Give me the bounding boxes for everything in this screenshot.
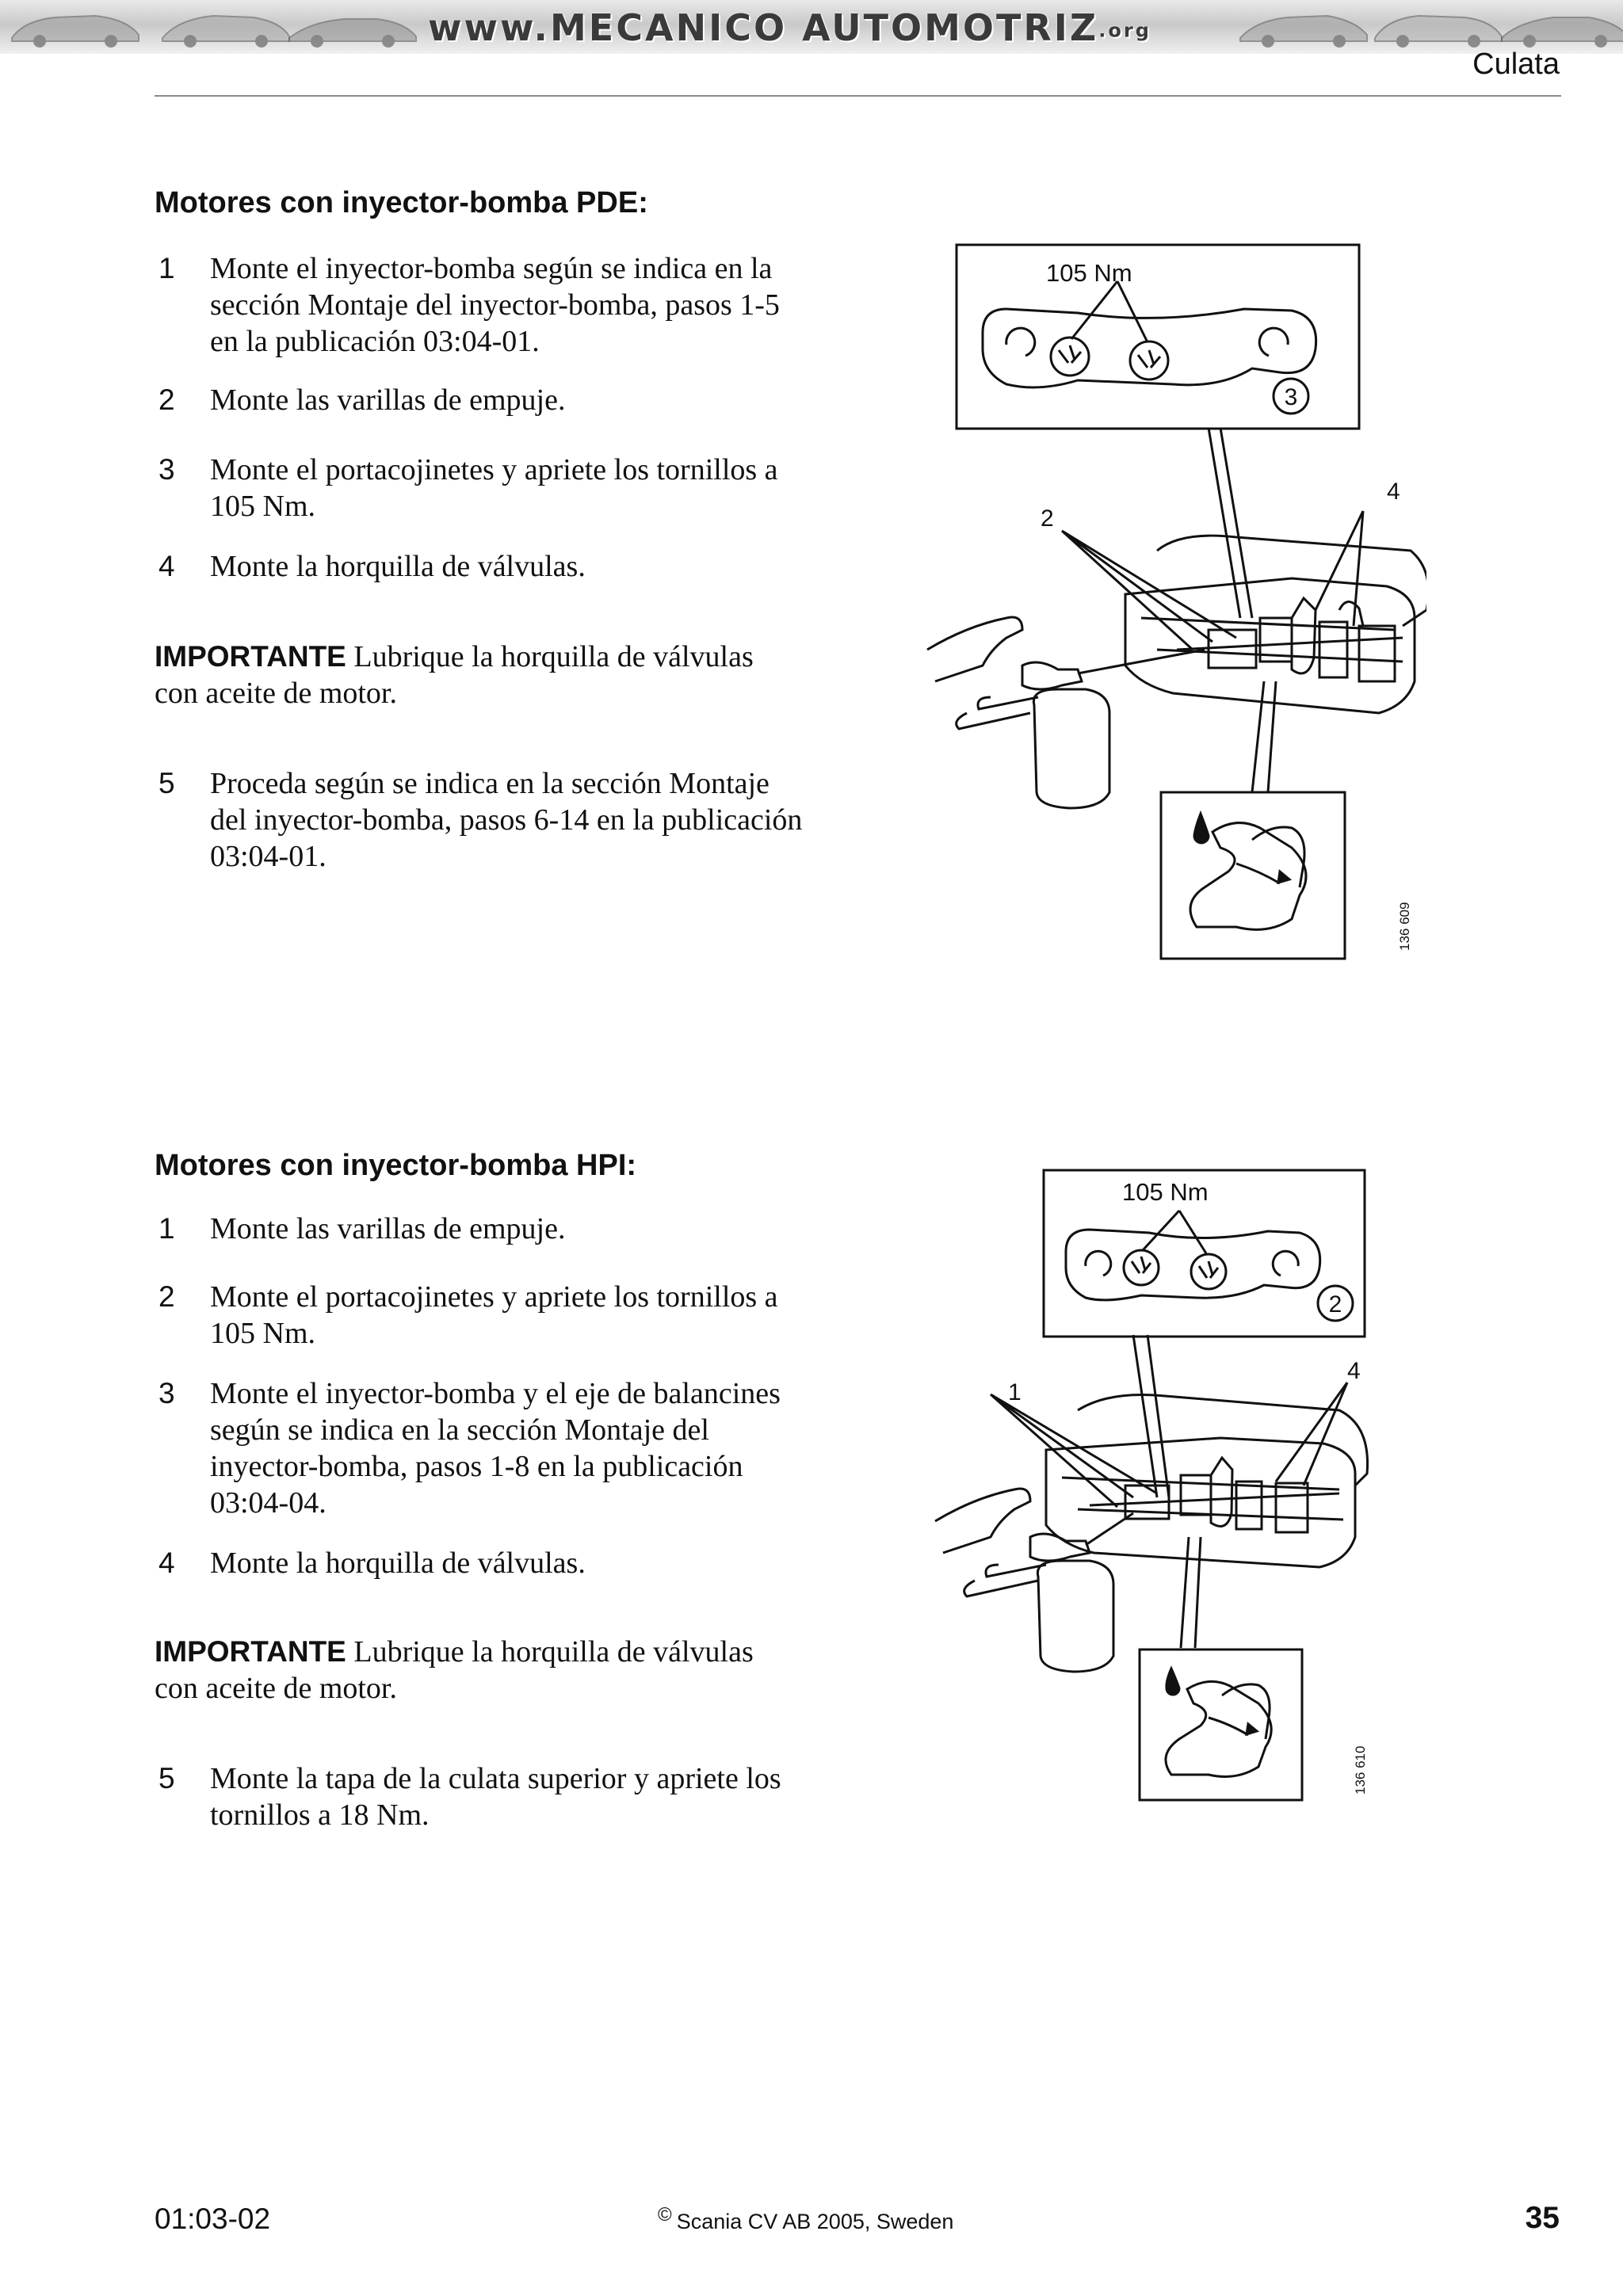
hpi-figure-id: 136 610 [1353,1745,1368,1794]
car-icon [1236,6,1371,48]
hpi-callout-2: 2 [1328,1291,1342,1318]
header-divider [155,95,1561,97]
step-number: 5 [158,767,175,799]
pde-important-note [155,639,804,711]
step-number: 3 [158,1377,175,1409]
page-number: 35 [1525,2201,1560,2235]
note-label: IMPORTANTE [155,1635,346,1668]
step-text: Monte el portacojinetes y apriete los tornillos a 105 Nm. [210,1280,778,1350]
copyright-symbol: © [658,2204,672,2225]
hpi-illustration [927,1165,1403,1806]
car-icon [158,6,293,48]
document-code: 01:03-02 [155,2203,271,2235]
pde-step-4 [155,548,804,585]
step-text: Monte el inyector-bomba y el eje de balancines según se indica en la sección Montaje del inyector-bomba, pasos 1-8 en la publicación 03:04-04. [210,1377,781,1520]
hpi-step-1 [155,1211,804,1247]
step-number: 2 [158,383,175,416]
step-text: Monte la horquilla de válvulas. [210,550,586,583]
banner-domain: .org [1098,19,1151,42]
pde-torque-label: 105 Nm [1046,259,1132,287]
note-text: Lubrique la horquilla de válvulas con aceite de motor. [155,640,754,710]
banner-site-name: www.MECANICO AUTOMOTRIZ [428,6,1099,49]
pde-callout-2: 2 [1041,505,1054,532]
hpi-step-2 [155,1279,804,1352]
step-number: 4 [158,1547,175,1579]
car-icon [8,6,143,48]
pde-figure [919,238,1426,967]
pde-step-2 [155,382,804,418]
copyright-notice [658,2204,953,2234]
step-text: Proceda según se indica en la sección Montaje del inyector-bomba, pasos 6-14 en la publicación 03:04-01. [210,767,803,873]
pde-callout-3: 3 [1284,384,1298,410]
pde-heading: Motores con inyector-bomba PDE: [155,186,648,219]
site-banner [0,0,1623,54]
note-text: Lubrique la horquilla de válvulas con aceite de motor. [155,1635,754,1705]
pde-step-5 [155,765,804,875]
step-text: Monte el portacojinetes y apriete los tornillos a 105 Nm. [210,453,778,523]
step-number: 1 [158,252,175,284]
hpi-step-3 [155,1375,804,1521]
banner-logo-text[interactable] [428,6,1220,51]
step-number: 1 [158,1212,175,1245]
car-icon [1498,6,1623,48]
step-text: Monte las varillas de empuje. [210,1212,566,1245]
hpi-callout-4: 4 [1347,1358,1361,1384]
step-number: 2 [158,1280,175,1313]
step-text: Monte las varillas de empuje. [210,383,566,417]
hpi-figure [927,1165,1403,1806]
hpi-torque-label: 105 Nm [1122,1178,1209,1206]
car-icon [285,6,420,48]
copyright-text: Scania CV AB 2005, Sweden [676,2210,954,2233]
car-icon [1371,6,1506,48]
hpi-step-4 [155,1545,804,1581]
pde-figure-id: 136 609 [1397,902,1412,951]
step-text: Monte el inyector-bomba según se indica en la sección Montaje del inyector-bomba, pasos 1-5 en la publicación 03:04-01. [210,252,780,358]
note-label: IMPORTANTE [155,640,346,673]
step-number: 3 [158,453,175,486]
hpi-callout-1: 1 [1008,1379,1022,1405]
pde-step-3 [155,452,804,524]
hpi-heading: Motores con inyector-bomba HPI: [155,1149,637,1182]
hpi-step-5 [155,1760,804,1833]
step-text: Monte la tapa de la culata superior y apriete los tornillos a 18 Nm. [210,1762,781,1832]
pde-step-1 [155,250,804,360]
hpi-important-note [155,1634,804,1707]
step-text: Monte la horquilla de válvulas. [210,1547,586,1580]
step-number: 5 [158,1762,175,1794]
pde-callout-4: 4 [1387,479,1400,505]
section-title: Culata [1472,48,1560,81]
pde-illustration [919,238,1426,967]
step-number: 4 [158,550,175,582]
